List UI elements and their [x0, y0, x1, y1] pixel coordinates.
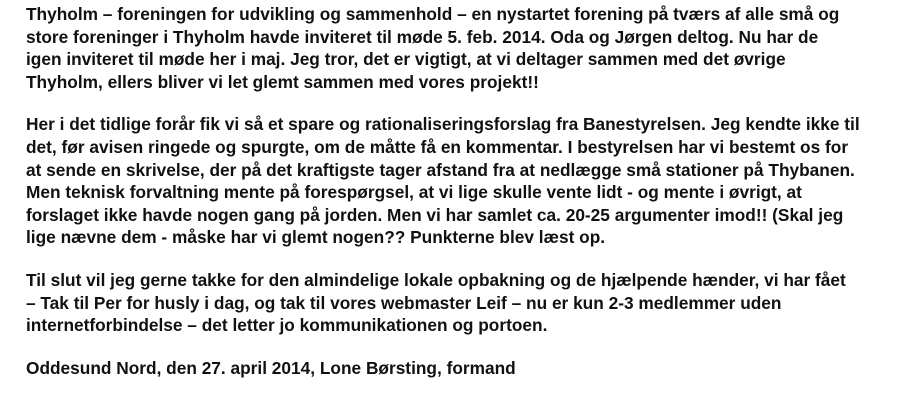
paragraph-thyholm-forening	[26, 3, 916, 93]
text-line: Her i det tidlige forår fik vi så et spare og rationaliseringsforslag fra Banestyrelsen. Jeg kendte ikke til	[26, 114, 860, 135]
text-line: store foreninger i Thyholm havde inviteret til møde 5. feb. 2014. Oda og Jørgen deltog. Nu har de	[26, 26, 819, 47]
paragraph-tak	[26, 269, 916, 337]
text-line: igen inviteret til møde her i maj. Jeg tror, det er vigtigt, at vi deltager sammen med det øvrige	[26, 49, 786, 70]
text-line: Men teknisk forvaltning mente på forespørgsel, at vi lige skulle vente lidt - og mente i øvrigt, at	[26, 182, 802, 203]
text-line: lige nævne dem - måske har vi glemt nogen?? Punkterne blev læst op.	[26, 227, 606, 248]
text-line: – Tak til Per for husly i dag, og tak til vores webmaster Leif – nu er kun 2-3 medlemmer uden	[26, 292, 782, 313]
text-line: Thyholm – foreningen for udvikling og sammenhold – en nystartet forening på tværs af alle små og	[26, 4, 840, 24]
text-line: at sende en skrivelse, der på det kraftigste tager afstand fra at nedlægge små stationer på Thybanen.	[26, 159, 855, 180]
text-line: Thyholm, ellers bliver vi let glemt sammen med vores projekt!!	[26, 71, 539, 92]
paragraph-banestyrelsen	[26, 113, 916, 249]
text-line: internetforbindelse – det letter jo kommunikationen og portoen.	[26, 315, 548, 336]
text-line: forslaget ikke havde nogen gang på jorden. Men vi har samlet ca. 20-25 argumenter imod!! (Skal jeg	[26, 204, 844, 225]
text-line: Til slut vil jeg gerne takke for den almindelige lokale opbakning og de hjælpende hænder, vi har fået	[26, 269, 846, 290]
text-line: det, før avisen ringede og spurgte, om de måtte få en kommentar. I bestyrelsen har vi bestemt os for	[26, 136, 849, 157]
signature-line: Oddesund Nord, den 27. april 2014, Lone Børsting, formand	[26, 357, 516, 378]
